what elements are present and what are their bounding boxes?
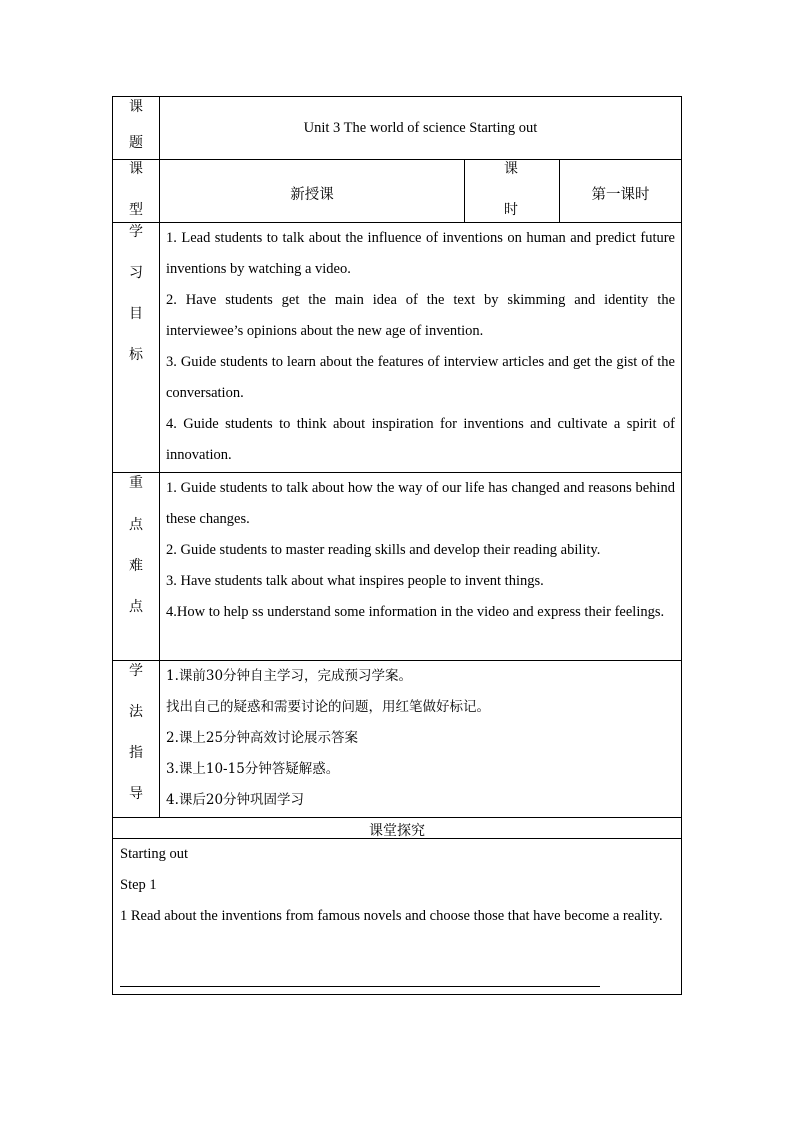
study-guide-label [113, 660, 159, 817]
table-border-bottom [112, 994, 682, 995]
study-guide-label-char-2: 法 [129, 705, 143, 720]
key-points-label-char-4: 点 [129, 600, 143, 615]
section-title: Starting out [120, 846, 189, 862]
period-label-char-2: 时 [504, 203, 518, 218]
objective-item-3: 3. Guide students to learn about the features of interview articles and get the gist of the conversation. [166, 354, 675, 401]
topic-label-char-2: 题 [129, 136, 143, 151]
study-guide-item-2: 找出自己的疑惑和需要讨论的问题，用红笔做好标记。 [166, 699, 490, 715]
period-label-char-1: 课 [504, 162, 518, 177]
objective-item-1: 1. Lead students to talk about the influence of inventions on human and predict future inventions by watching a video. [166, 230, 675, 277]
period-label [488, 159, 534, 222]
objectives-list [166, 223, 675, 471]
topic-label-char-1: 课 [129, 100, 143, 115]
classroom-heading: 课堂探究 [369, 824, 425, 839]
objectives-label-char-3: 目 [129, 307, 143, 322]
study-guide-item-1: 1.课前30分钟自主学习，完成预习学案。 [166, 668, 413, 684]
key-point-item-1: 1. Guide students to talk about how the way of our life has changed and reasons behind these changes. [166, 480, 675, 527]
label-column-divider [159, 96, 160, 818]
period-value: 第一课时 [591, 187, 650, 203]
step-instruction: 1 Read about the inventions from famous novels and choose those that have become a reality. [120, 908, 663, 924]
objectives-label-char-1: 学 [129, 225, 143, 240]
answer-line [120, 986, 600, 987]
objectives-label [113, 222, 159, 472]
key-point-item-4: 4.How to help ss understand some information in the video and express their feelings. [166, 604, 665, 620]
key-points-label-char-3: 难 [129, 559, 143, 574]
type-label-char-2: 型 [129, 203, 143, 218]
type-label-char-1: 课 [129, 162, 143, 177]
objective-item-2: 2. Have students get the main idea of the text by skimming and identity the interviewee’s opinions about the new age of invention. [166, 292, 675, 339]
study-guide-item-4: 3.课上10-15分钟答疑解惑。 [166, 761, 340, 777]
row-divider-5 [112, 817, 682, 818]
study-guide-label-char-3: 指 [129, 746, 143, 761]
row-divider-1 [112, 159, 682, 160]
table-border-top [112, 96, 682, 97]
lesson-type-value: 新授课 [290, 187, 334, 203]
key-points-label-char-1: 重 [129, 476, 143, 491]
topic-label [113, 96, 159, 159]
step-title: Step 1 [120, 877, 157, 893]
lesson-title: Unit 3 The world of science Starting out [303, 120, 538, 136]
type-row-divider-1 [464, 159, 465, 223]
study-guide-list [166, 661, 675, 816]
key-points-label-char-2: 点 [129, 518, 143, 533]
type-label [113, 159, 159, 222]
key-points-label [113, 472, 159, 660]
objectives-label-char-4: 标 [129, 348, 143, 363]
objectives-label-char-2: 习 [129, 266, 143, 281]
study-guide-item-5: 4.课后20分钟巩固学习 [166, 792, 305, 808]
study-guide-label-char-4: 导 [129, 787, 143, 802]
classroom-content [120, 839, 676, 932]
study-guide-label-char-1: 学 [129, 664, 143, 679]
study-guide-item-3: 2.课上25分钟高效讨论展示答案 [166, 730, 359, 746]
objective-item-4: 4. Guide students to think about inspiration for inventions and cultivate a spirit of innovation. [166, 416, 675, 463]
key-point-item-2: 2. Guide students to master reading skills and develop their reading ability. [166, 542, 601, 558]
key-points-list [166, 473, 675, 628]
key-point-item-3: 3. Have students talk about what inspires people to invent things. [166, 573, 544, 589]
table-border-right [681, 96, 682, 995]
